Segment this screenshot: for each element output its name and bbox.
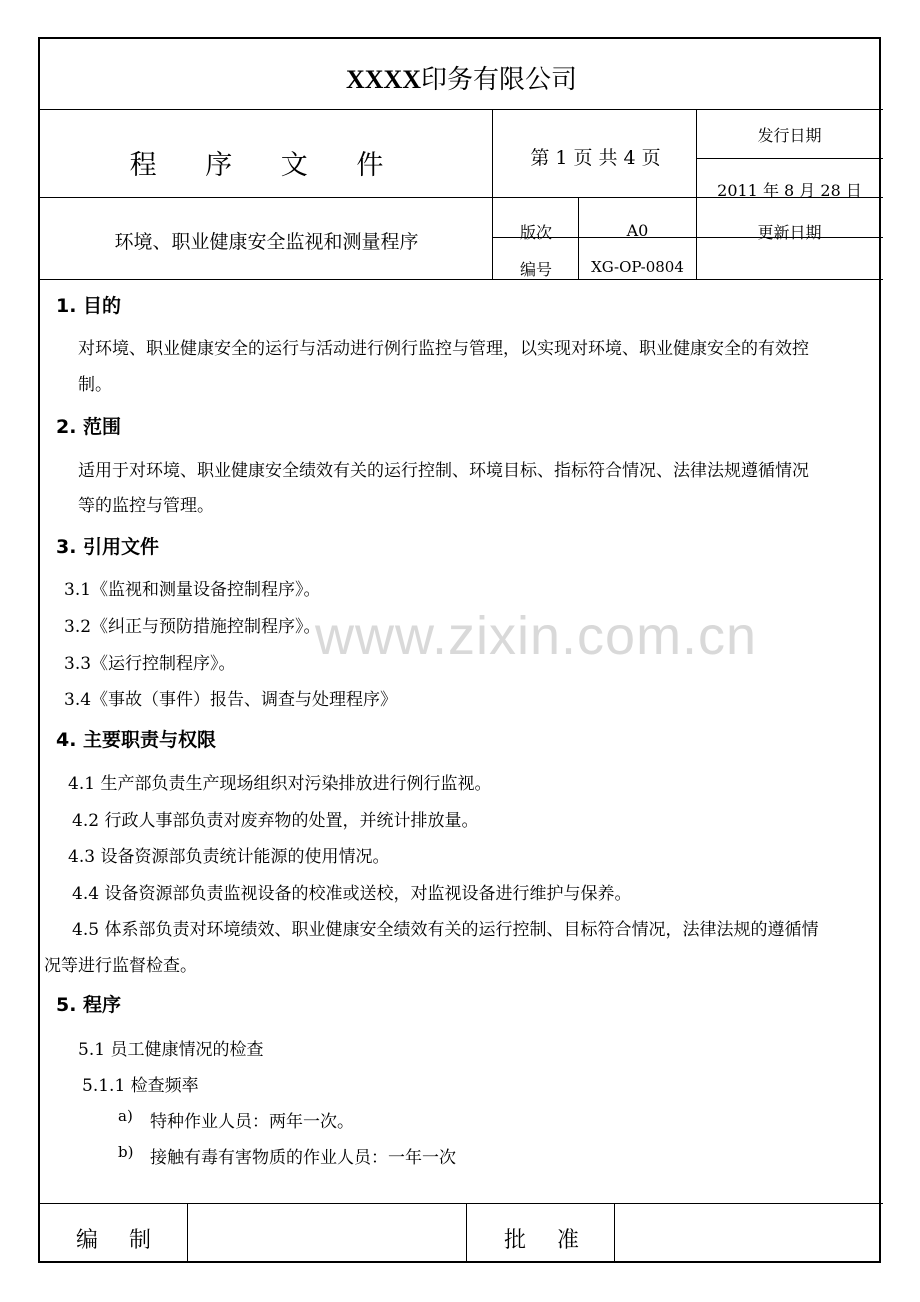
reference-item: 3.1《监视和测量设备控制程序》。 (64, 580, 321, 600)
reference-item: 3.3《运行控制程序》。 (64, 654, 236, 674)
version-value: A0 (626, 221, 649, 240)
footer-column-line (466, 1203, 467, 1263)
reference-item: 3.4《事故（事件）报告、调查与处理程序》 (64, 690, 398, 710)
list-item: 接触有毒有害物质的作业人员：一年一次 (150, 1148, 456, 1168)
number-value: XG-OP-0804 (591, 258, 684, 276)
section-1-title: 1. 目的 (56, 295, 122, 317)
version-label: 版次 (519, 223, 552, 242)
section-3-title: 3. 引用文件 (56, 536, 160, 558)
number-label: 编号 (519, 260, 552, 279)
section-2-text: 等的监控与管理。 (78, 496, 214, 516)
duty-item: 4.1 生产部负责生产现场组织对污染排放进行例行监视。 (68, 774, 492, 794)
page-info: 第 1 页 共 4 页 (530, 147, 661, 169)
duty-item: 4.3 设备资源部负责统计能源的使用情况。 (68, 847, 390, 867)
section-1-text: 制。 (78, 375, 112, 395)
header-divider (40, 279, 883, 280)
issue-date-value: 2011 年 8 月 28 日 (717, 181, 862, 200)
reference-item: 3.2《纠正与预防措施控制程序》。 (64, 617, 321, 637)
list-marker: a) (118, 1107, 133, 1125)
footer-divider (40, 1203, 883, 1204)
procedure-subheading: 5.1.1 检查频率 (82, 1076, 199, 1096)
document-title: 环境、职业健康安全监视和测量程序 (114, 231, 419, 253)
section-1-text: 对环境、职业健康安全的运行与活动进行例行监控与管理，以实现对环境、职业健康安全的有效控 (78, 339, 809, 359)
section-2-title: 2. 范围 (56, 416, 122, 438)
watermark: www.zixin.com.cn (315, 606, 758, 666)
update-date-label: 更新日期 (757, 223, 822, 242)
procedure-subheading: 5.1 员工健康情况的检查 (78, 1040, 264, 1060)
section-5-title: 5. 程序 (56, 994, 122, 1016)
approved-by-label: 批 准 (504, 1228, 591, 1253)
company-name: XXXX印务有限公司 (345, 65, 578, 95)
duty-item: 4.2 行政人事部负责对废弃物的处置，并统计排放量。 (72, 811, 479, 831)
approved-by-field[interactable] (615, 1205, 881, 1261)
document-type: 程 序 文 件 (129, 150, 404, 181)
date-divider (696, 158, 883, 159)
prepared-by-label: 编 制 (76, 1228, 163, 1253)
duty-item: 4.4 设备资源部负责监视设备的校准或送校，对监视设备进行维护与保养。 (72, 884, 632, 904)
header-divider (40, 109, 883, 110)
list-marker: b) (118, 1143, 134, 1161)
list-item: 特种作业人员：两年一次。 (150, 1112, 354, 1132)
issue-date-label: 发行日期 (757, 126, 822, 145)
section-4-title: 4. 主要职责与权限 (56, 729, 217, 751)
prepared-by-field[interactable] (188, 1205, 466, 1261)
section-2-text: 适用于对环境、职业健康安全绩效有关的运行控制、环境目标、指标符合情况、法律法规遵循情况 (78, 461, 809, 481)
duty-item: 况等进行监督检查。 (44, 956, 197, 976)
duty-item: 4.5 体系部负责对环境绩效、职业健康安全绩效有关的运行控制、目标符合情况，法律法规的遵循情 (72, 920, 819, 940)
